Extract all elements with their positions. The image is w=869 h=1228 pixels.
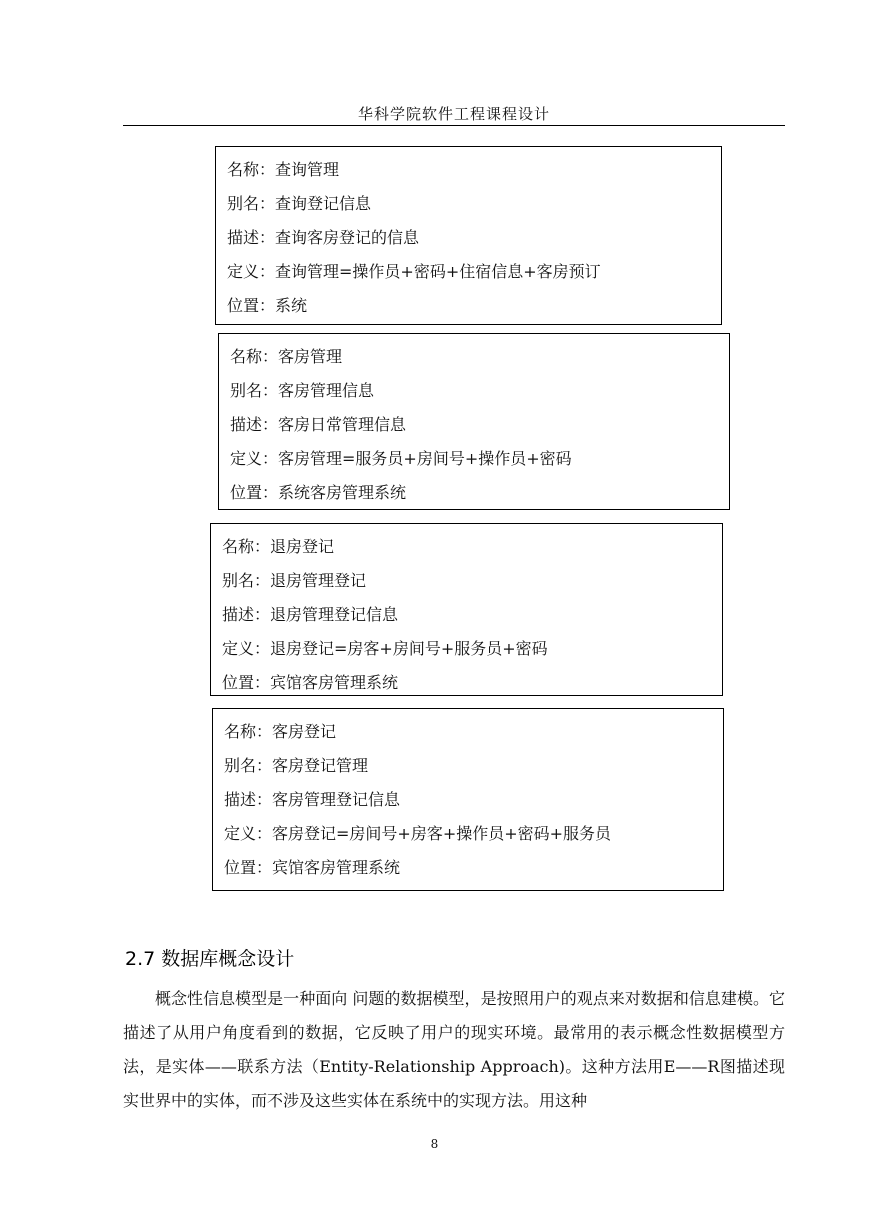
entry-name: 名称：客房登记 [224, 722, 337, 741]
entry-name: 名称：退房登记 [222, 537, 335, 556]
entry-definition: 定义：查询管理=操作员+密码+住宿信息+客房预订 [227, 262, 601, 281]
entry-description: 描述：查询客房登记的信息 [227, 228, 420, 247]
data-dictionary-box-checkout-registration [210, 523, 723, 696]
entry-alias: 别名：退房管理登记 [222, 571, 367, 590]
entry-alias: 别名：客房管理信息 [230, 381, 375, 400]
section-heading: 2.7 数据库概念设计 [125, 948, 295, 970]
entry-description: 描述：客房日常管理信息 [230, 415, 407, 434]
entry-description: 描述：客房管理登记信息 [224, 790, 401, 809]
body-paragraph: 概念性信息模型是一种面向 问题的数据模型，是按照用户的观点来对数据和信息建模。它描述了从用户角度看到的数据，它反映了用户的现实环境。最常用的表示概念性数据模型方法，是实体——联系方法（Entity-Relationship Approach)。这种方法用E——R图描述现实世界中的实体，而不涉及这些实体在系统中的实现方法。用这种 [123, 989, 785, 1110]
header-divider [123, 125, 785, 126]
data-dictionary-box-room-management [218, 333, 730, 510]
data-dictionary-box-room-registration [212, 708, 724, 891]
entry-alias: 别名：客房登记管理 [224, 756, 369, 775]
entry-description: 描述：退房管理登记信息 [222, 605, 399, 624]
entry-name: 名称：查询管理 [227, 160, 340, 179]
entry-alias: 别名：查询登记信息 [227, 194, 372, 213]
entry-location: 位置：宾馆客房管理系统 [222, 673, 399, 692]
entry-name: 名称：客房管理 [230, 347, 343, 366]
page-number: 8 [430, 1137, 439, 1151]
page-header: 华科学院软件工程课程设计 [357, 105, 550, 123]
entry-location: 位置：系统 [227, 296, 308, 315]
data-dictionary-box-query-management [215, 146, 722, 325]
entry-definition: 定义：退房登记=房客+房间号+服务员+密码 [222, 639, 548, 658]
entry-location: 位置：系统客房管理系统 [230, 483, 407, 502]
entry-definition: 定义：客房登记=房间号+房客+操作员+密码+服务员 [224, 824, 612, 843]
entry-definition: 定义：客房管理=服务员+房间号+操作员+密码 [230, 449, 572, 468]
section-body [123, 982, 785, 1118]
entry-location: 位置：宾馆客房管理系统 [224, 858, 401, 877]
